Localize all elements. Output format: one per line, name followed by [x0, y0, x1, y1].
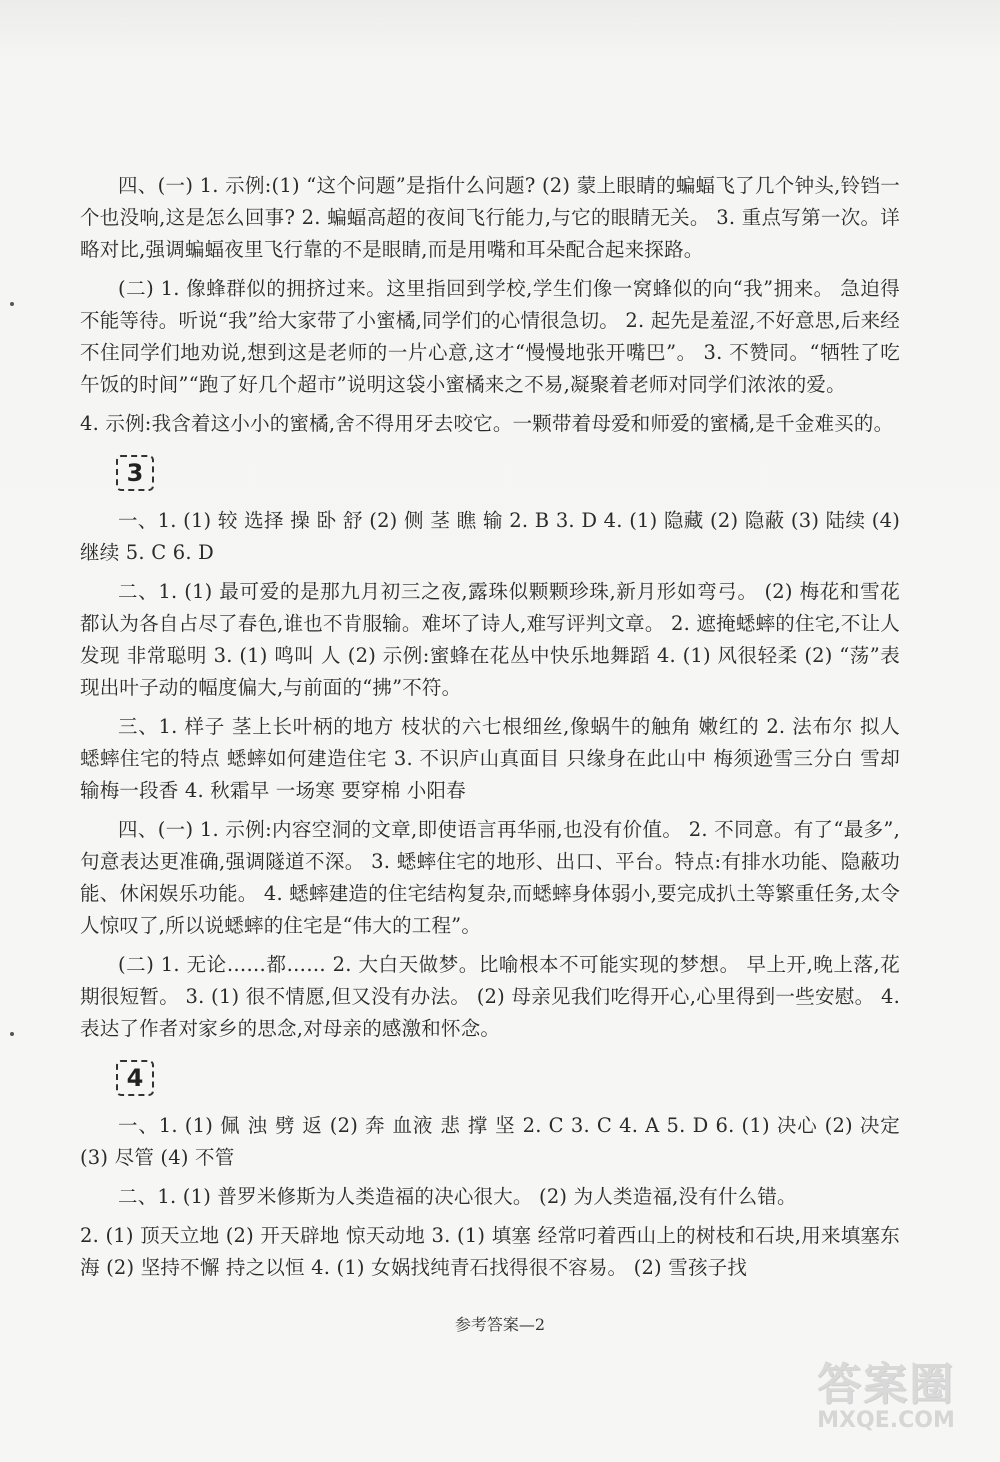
answer-paragraph: 二、1. (1) 普罗米修斯为人类造福的决心很大。 (2) 为人类造福,没有什么错。: [118, 1185, 797, 1208]
scan-speck: [10, 1032, 14, 1036]
answer-paragraph: 二、1. (1) 最可爱的是那九月初三之夜,露珠似颗颗珍珠,新月形如弯弓。 (2) 梅花和雪花都认为各自占尽了春色,谁也不肯服输。难坏了诗人,难写评判文章。 2. 遮掩蟋蟀的住宅,不让人发现 非常聪明 3. (1) 鸣叫 人 (2) 示例:蜜蜂在花丛中快乐地舞蹈 4. (1) 风很轻柔 (2) “荡”表现出叶子动的幅度偏大,与前面的“拂”不符。: [80, 580, 900, 699]
watermark-sub: MXQE.COM: [817, 1408, 955, 1433]
answer-paragraph: 2. (1) 顶天立地 (2) 开天辟地 惊天动地 3. (1) 填塞 经常叼着西山上的树枝和石块,用来填塞东海 (2) 坚持不懈 持之以恒 4. (1) 女娲找纯青石找得很不容易。 (2) 雪孩子找: [80, 1224, 900, 1279]
answer-paragraph: 四、(一) 1. 示例:内容空洞的文章,即使语言再华丽,也没有价值。 2. 不同意。有了“最多”,句意表达更准确,强调隧道不深。 3. 蟋蟀住宅的地形、出口、平台。特点:有排水功能、隐蔽功能、休闲娱乐功能。 4. 蟋蟀建造的住宅结构复杂,而蟋蟀身体弱小,要完成扒土等繁重任务,太令人惊叹了,所以说蟋蟀的住宅是“伟大的工程”。: [80, 818, 900, 937]
answer-paragraph: 4. 示例:我含着这小小的蜜橘,舍不得用牙去咬它。一颗带着母爱和师爱的蜜橘,是千金难买的。: [80, 412, 894, 435]
answer-paragraph: 一、1. (1) 佩 浊 劈 返 (2) 奔 血液 悲 撑 坚 2. C 3. C 4. A 5. D 6. (1) 决心 (2) 决定 (3) 尽管 (4) 不管: [80, 1114, 900, 1169]
section-number-badge: 4: [116, 1060, 154, 1096]
answer-paragraph: (二) 1. 像蜂群似的拥挤过来。这里指回到学校,学生们像一窝蜂似的向“我”拥来。 急迫得不能等待。听说“我”给大家带了小蜜橘,同学们的心情很急切。 2. 起先是羞涩,不好意思,后来经不住同学们地劝说,想到这是老师的一片心意,这才“慢慢地张开嘴巴”。 3. 不赞同。“牺牲了吃午饭的时间”“跑了好几个超市”说明这袋小蜜橘来之不易,凝聚着老师对同学们浓浓的爱。: [80, 277, 900, 396]
watermark-logo: [796, 1348, 976, 1448]
answer-paragraph: 三、1. 样子 茎上长叶柄的地方 枝状的六七根细丝,像蜗牛的触角 嫩红的 2. 法布尔 拟人 蟋蟀住宅的特点 蟋蟀如何建造住宅 3. 不识庐山真面目 只缘身在此山中 梅须逊雪三分白 雪却输梅一段香 4. 秋霜早 一场寒 要穿棉 小阳春: [80, 715, 900, 802]
watermark-main: 答案圈: [817, 1359, 955, 1410]
answer-paragraph: (二) 1. 无论……都…… 2. 大白天做梦。比喻根本不可能实现的梦想。 早上开,晚上落,花期很短暂。 3. (1) 很不情愿,但又没有办法。 (2) 母亲见我们吃得开心,心里得到一些安慰。 4. 表达了作者对家乡的思念,对母亲的感激和怀念。: [80, 953, 900, 1040]
section-number-badge: 3: [116, 455, 154, 491]
answer-paragraph: 一、1. (1) 较 选择 操 卧 舒 (2) 侧 茎 瞧 输 2. B 3. D 4. (1) 隐藏 (2) 隐蔽 (3) 陆续 (4) 继续 5. C 6. D: [80, 509, 900, 564]
answer-content: [80, 170, 900, 1291]
answer-paragraph: 四、(一) 1. 示例:(1) “这个问题”是指什么问题? (2) 蒙上眼睛的蝙蝠飞了几个钟头,铃铛一个也没响,这是怎么回事? 2. 蝙蝠高超的夜间飞行能力,与它的眼睛无关。 3. 重点写第一次。详略对比,强调蝙蝠夜里飞行靠的不是眼睛,而是用嘴和耳朵配合起来探路。: [80, 174, 900, 261]
scan-speck: [10, 302, 14, 306]
page-footer: 参考答案—2: [454, 1315, 546, 1334]
